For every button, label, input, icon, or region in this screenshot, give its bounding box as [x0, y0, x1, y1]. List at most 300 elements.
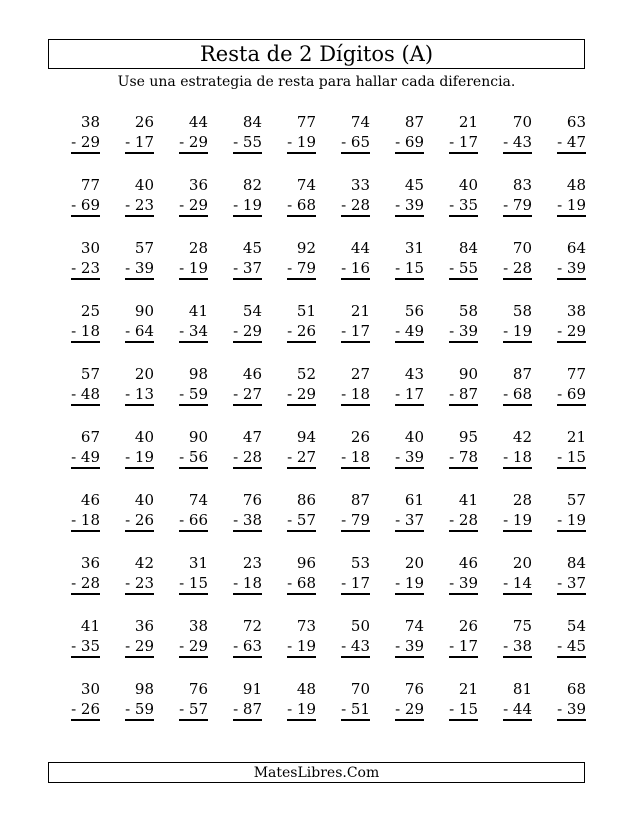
subtrahend: - 29 — [71, 132, 100, 154]
subtraction-problem — [318, 175, 372, 238]
minuend: 36 — [80, 554, 100, 572]
minuend: 48 — [566, 176, 586, 194]
minuend: 36 — [188, 176, 208, 194]
subtrahend: - 29 — [287, 384, 316, 406]
subtrahend: - 87 — [449, 384, 478, 406]
subtrahend: - 59 — [125, 699, 154, 721]
minuend: 48 — [296, 680, 316, 698]
minuend: 57 — [134, 239, 154, 257]
subtraction-problem — [156, 175, 210, 238]
subtraction-problem — [156, 616, 210, 679]
subtraction-problem — [156, 238, 210, 301]
minuend: 41 — [458, 491, 478, 509]
subtrahend: - 19 — [125, 447, 154, 469]
subtrahend: - 19 — [179, 258, 208, 280]
minuend: 76 — [404, 680, 424, 698]
subtrahend: - 69 — [71, 195, 100, 217]
problem-row — [48, 490, 588, 553]
subtraction-problem — [318, 490, 372, 553]
minuend: 57 — [566, 491, 586, 509]
subtrahend: - 18 — [503, 447, 532, 469]
subtrahend: - 34 — [179, 321, 208, 343]
minuend: 23 — [242, 554, 262, 572]
minuend: 76 — [242, 491, 262, 509]
minuend: 54 — [566, 617, 586, 635]
subtraction-problem — [156, 553, 210, 616]
minuend: 84 — [242, 113, 262, 131]
minuend: 77 — [566, 365, 586, 383]
subtraction-problem — [426, 427, 480, 490]
minuend: 54 — [242, 302, 262, 320]
subtraction-problem — [534, 490, 588, 553]
subtrahend: - 57 — [179, 699, 208, 721]
minuend: 46 — [80, 491, 100, 509]
subtraction-problem — [264, 175, 318, 238]
minuend: 81 — [512, 680, 532, 698]
minuend: 52 — [296, 365, 316, 383]
minuend: 28 — [188, 239, 208, 257]
subtraction-problem — [534, 175, 588, 238]
subtraction-problem — [102, 427, 156, 490]
minuend: 75 — [512, 617, 532, 635]
subtrahend: - 26 — [125, 510, 154, 532]
subtraction-problem — [264, 238, 318, 301]
problem-row — [48, 553, 588, 616]
subtrahend: - 69 — [557, 384, 586, 406]
subtraction-problem — [426, 112, 480, 175]
subtrahend: - 18 — [341, 447, 370, 469]
minuend: 73 — [296, 617, 316, 635]
subtraction-problem — [318, 679, 372, 742]
subtraction-problem — [534, 301, 588, 364]
minuend: 70 — [350, 680, 370, 698]
subtraction-problem — [102, 301, 156, 364]
subtrahend: - 26 — [287, 321, 316, 343]
subtraction-problem — [264, 112, 318, 175]
minuend: 46 — [458, 554, 478, 572]
minuend: 44 — [188, 113, 208, 131]
subtraction-problem — [102, 616, 156, 679]
footer-site-name: MatesLibres.Com — [48, 762, 585, 783]
subtrahend: - 63 — [233, 636, 262, 658]
subtrahend: - 17 — [395, 384, 424, 406]
subtraction-problem — [264, 616, 318, 679]
subtrahend: - 17 — [125, 132, 154, 154]
subtrahend: - 15 — [449, 699, 478, 721]
subtrahend: - 29 — [233, 321, 262, 343]
subtrahend: - 79 — [341, 510, 370, 532]
subtraction-problem — [156, 112, 210, 175]
subtrahend: - 66 — [179, 510, 208, 532]
subtrahend: - 39 — [557, 258, 586, 280]
subtraction-problem — [480, 301, 534, 364]
minuend: 57 — [80, 365, 100, 383]
subtraction-problem — [480, 679, 534, 742]
minuend: 31 — [404, 239, 424, 257]
subtrahend: - 13 — [125, 384, 154, 406]
minuend: 61 — [404, 491, 424, 509]
minuend: 90 — [188, 428, 208, 446]
subtraction-problem — [372, 427, 426, 490]
subtraction-problem — [264, 364, 318, 427]
subtrahend: - 26 — [71, 699, 100, 721]
minuend: 36 — [134, 617, 154, 635]
subtrahend: - 57 — [287, 510, 316, 532]
minuend: 38 — [566, 302, 586, 320]
subtraction-problem — [48, 364, 102, 427]
subtrahend: - 16 — [341, 258, 370, 280]
subtraction-problem — [48, 427, 102, 490]
subtrahend: - 29 — [557, 321, 586, 343]
subtraction-problem — [102, 238, 156, 301]
minuend: 84 — [566, 554, 586, 572]
minuend: 91 — [242, 680, 262, 698]
minuend: 63 — [566, 113, 586, 131]
subtraction-problem — [210, 112, 264, 175]
minuend: 87 — [404, 113, 424, 131]
subtrahend: - 47 — [557, 132, 586, 154]
subtraction-problem — [48, 553, 102, 616]
subtrahend: - 15 — [179, 573, 208, 595]
subtrahend: - 18 — [341, 384, 370, 406]
subtraction-problem — [102, 364, 156, 427]
minuend: 45 — [404, 176, 424, 194]
subtraction-problem — [156, 364, 210, 427]
subtraction-problem — [210, 490, 264, 553]
minuend: 45 — [242, 239, 262, 257]
subtraction-problem — [156, 427, 210, 490]
subtrahend: - 19 — [287, 636, 316, 658]
minuend: 26 — [458, 617, 478, 635]
subtrahend: - 28 — [449, 510, 478, 532]
subtrahend: - 49 — [395, 321, 424, 343]
subtrahend: - 38 — [503, 636, 532, 658]
subtraction-problem — [372, 112, 426, 175]
minuend: 21 — [458, 680, 478, 698]
subtraction-problem — [102, 490, 156, 553]
subtraction-problem — [102, 679, 156, 742]
subtraction-problem — [534, 112, 588, 175]
subtraction-problem — [210, 553, 264, 616]
minuend: 77 — [296, 113, 316, 131]
subtraction-problem — [264, 427, 318, 490]
subtrahend: - 39 — [395, 636, 424, 658]
minuend: 87 — [512, 365, 532, 383]
subtraction-problem — [318, 238, 372, 301]
subtrahend: - 19 — [395, 573, 424, 595]
subtrahend: - 23 — [71, 258, 100, 280]
subtrahend: - 37 — [395, 510, 424, 532]
subtrahend: - 19 — [503, 321, 532, 343]
minuend: 96 — [296, 554, 316, 572]
subtrahend: - 37 — [233, 258, 262, 280]
subtraction-problem — [372, 679, 426, 742]
problem-row — [48, 238, 588, 301]
minuend: 51 — [296, 302, 316, 320]
subtrahend: - 37 — [557, 573, 586, 595]
subtrahend: - 68 — [503, 384, 532, 406]
subtraction-problem — [426, 175, 480, 238]
minuend: 42 — [512, 428, 532, 446]
subtrahend: - 68 — [287, 195, 316, 217]
minuend: 30 — [80, 680, 100, 698]
subtraction-problem — [534, 427, 588, 490]
subtraction-problem — [534, 364, 588, 427]
subtrahend: - 28 — [341, 195, 370, 217]
subtraction-problem — [210, 301, 264, 364]
minuend: 40 — [458, 176, 478, 194]
minuend: 76 — [188, 680, 208, 698]
subtraction-problem — [372, 301, 426, 364]
problem-row — [48, 112, 588, 175]
subtraction-problem — [480, 112, 534, 175]
subtrahend: - 28 — [71, 573, 100, 595]
minuend: 21 — [458, 113, 478, 131]
subtraction-problem — [102, 553, 156, 616]
subtraction-problem — [156, 301, 210, 364]
subtrahend: - 23 — [125, 195, 154, 217]
subtrahend: - 23 — [125, 573, 154, 595]
subtrahend: - 15 — [395, 258, 424, 280]
subtrahend: - 19 — [233, 195, 262, 217]
subtrahend: - 28 — [503, 258, 532, 280]
minuend: 27 — [350, 365, 370, 383]
problem-row — [48, 427, 588, 490]
minuend: 98 — [188, 365, 208, 383]
worksheet-title: Resta de 2 Dígitos (A) — [48, 39, 585, 69]
minuend: 70 — [512, 113, 532, 131]
subtrahend: - 17 — [449, 636, 478, 658]
minuend: 56 — [404, 302, 424, 320]
minuend: 31 — [188, 554, 208, 572]
minuend: 33 — [350, 176, 370, 194]
problem-grid — [48, 112, 588, 742]
subtraction-problem — [426, 364, 480, 427]
subtrahend: - 27 — [287, 447, 316, 469]
minuend: 98 — [134, 680, 154, 698]
subtraction-problem — [534, 238, 588, 301]
subtrahend: - 64 — [125, 321, 154, 343]
subtrahend: - 39 — [395, 447, 424, 469]
minuend: 25 — [80, 302, 100, 320]
subtrahend: - 29 — [179, 132, 208, 154]
minuend: 83 — [512, 176, 532, 194]
subtrahend: - 19 — [503, 510, 532, 532]
subtrahend: - 18 — [71, 510, 100, 532]
subtraction-problem — [156, 679, 210, 742]
subtrahend: - 68 — [287, 573, 316, 595]
subtraction-problem — [264, 301, 318, 364]
subtraction-problem — [48, 490, 102, 553]
subtrahend: - 17 — [449, 132, 478, 154]
minuend: 40 — [134, 176, 154, 194]
subtrahend: - 79 — [287, 258, 316, 280]
minuend: 47 — [242, 428, 262, 446]
subtraction-problem — [426, 490, 480, 553]
subtrahend: - 15 — [557, 447, 586, 469]
subtraction-problem — [210, 175, 264, 238]
subtraction-problem — [102, 175, 156, 238]
subtrahend: - 69 — [395, 132, 424, 154]
subtrahend: - 28 — [233, 447, 262, 469]
minuend: 50 — [350, 617, 370, 635]
minuend: 68 — [566, 680, 586, 698]
minuend: 58 — [458, 302, 478, 320]
minuend: 41 — [80, 617, 100, 635]
subtrahend: - 43 — [341, 636, 370, 658]
subtrahend: - 51 — [341, 699, 370, 721]
subtraction-problem — [210, 238, 264, 301]
subtraction-problem — [534, 616, 588, 679]
subtrahend: - 29 — [179, 195, 208, 217]
minuend: 21 — [566, 428, 586, 446]
minuend: 38 — [188, 617, 208, 635]
minuend: 20 — [404, 554, 424, 572]
minuend: 43 — [404, 365, 424, 383]
subtrahend: - 79 — [503, 195, 532, 217]
subtraction-problem — [210, 616, 264, 679]
subtrahend: - 17 — [341, 573, 370, 595]
minuend: 30 — [80, 239, 100, 257]
subtrahend: - 48 — [71, 384, 100, 406]
minuend: 38 — [80, 113, 100, 131]
subtraction-problem — [480, 490, 534, 553]
subtraction-problem — [48, 238, 102, 301]
subtrahend: - 19 — [287, 132, 316, 154]
subtrahend: - 27 — [233, 384, 262, 406]
minuend: 28 — [512, 491, 532, 509]
problem-row — [48, 616, 588, 679]
subtraction-problem — [372, 490, 426, 553]
subtraction-problem — [480, 364, 534, 427]
subtrahend: - 56 — [179, 447, 208, 469]
subtraction-problem — [372, 238, 426, 301]
minuend: 21 — [350, 302, 370, 320]
subtraction-problem — [156, 490, 210, 553]
problem-row — [48, 364, 588, 427]
subtrahend: - 29 — [395, 699, 424, 721]
subtraction-problem — [318, 364, 372, 427]
subtraction-problem — [372, 553, 426, 616]
subtraction-problem — [426, 238, 480, 301]
minuend: 87 — [350, 491, 370, 509]
problem-row — [48, 679, 588, 742]
minuend: 41 — [188, 302, 208, 320]
subtraction-problem — [372, 175, 426, 238]
subtraction-problem — [48, 175, 102, 238]
minuend: 46 — [242, 365, 262, 383]
subtraction-problem — [102, 112, 156, 175]
subtrahend: - 39 — [557, 699, 586, 721]
subtrahend: - 45 — [557, 636, 586, 658]
subtraction-problem — [372, 616, 426, 679]
worksheet-instructions: Use una estrategia de resta para hallar cada diferencia. — [117, 74, 516, 90]
minuend: 20 — [512, 554, 532, 572]
subtrahend: - 17 — [341, 321, 370, 343]
minuend: 26 — [350, 428, 370, 446]
subtrahend: - 39 — [125, 258, 154, 280]
minuend: 82 — [242, 176, 262, 194]
subtraction-problem — [210, 679, 264, 742]
problem-row — [48, 301, 588, 364]
subtrahend: - 39 — [449, 321, 478, 343]
subtraction-problem — [264, 553, 318, 616]
subtraction-problem — [318, 427, 372, 490]
subtraction-problem — [426, 679, 480, 742]
minuend: 44 — [350, 239, 370, 257]
minuend: 64 — [566, 239, 586, 257]
subtrahend: - 39 — [449, 573, 478, 595]
minuend: 20 — [134, 365, 154, 383]
subtraction-problem — [210, 364, 264, 427]
subtrahend: - 59 — [179, 384, 208, 406]
subtrahend: - 35 — [449, 195, 478, 217]
subtrahend: - 29 — [179, 636, 208, 658]
subtraction-problem — [318, 553, 372, 616]
minuend: 74 — [350, 113, 370, 131]
subtraction-problem — [426, 553, 480, 616]
minuend: 92 — [296, 239, 316, 257]
subtraction-problem — [318, 112, 372, 175]
subtraction-problem — [48, 112, 102, 175]
subtrahend: - 65 — [341, 132, 370, 154]
subtrahend: - 19 — [287, 699, 316, 721]
subtraction-problem — [480, 175, 534, 238]
minuend: 67 — [80, 428, 100, 446]
subtraction-problem — [48, 301, 102, 364]
minuend: 40 — [134, 491, 154, 509]
subtrahend: - 44 — [503, 699, 532, 721]
subtrahend: - 55 — [233, 132, 262, 154]
subtrahend: - 35 — [71, 636, 100, 658]
minuend: 94 — [296, 428, 316, 446]
subtraction-problem — [48, 679, 102, 742]
subtrahend: - 19 — [557, 510, 586, 532]
subtrahend: - 87 — [233, 699, 262, 721]
minuend: 40 — [134, 428, 154, 446]
subtrahend: - 14 — [503, 573, 532, 595]
subtrahend: - 78 — [449, 447, 478, 469]
minuend: 84 — [458, 239, 478, 257]
subtraction-problem — [318, 301, 372, 364]
minuend: 77 — [80, 176, 100, 194]
subtraction-problem — [426, 616, 480, 679]
minuend: 90 — [458, 365, 478, 383]
subtraction-problem — [426, 301, 480, 364]
subtraction-problem — [534, 679, 588, 742]
subtrahend: - 39 — [395, 195, 424, 217]
minuend: 74 — [296, 176, 316, 194]
subtrahend: - 49 — [71, 447, 100, 469]
minuend: 72 — [242, 617, 262, 635]
subtraction-problem — [480, 238, 534, 301]
problem-row — [48, 175, 588, 238]
subtrahend: - 43 — [503, 132, 532, 154]
subtrahend: - 38 — [233, 510, 262, 532]
minuend: 86 — [296, 491, 316, 509]
minuend: 42 — [134, 554, 154, 572]
subtrahend: - 18 — [233, 573, 262, 595]
subtrahend: - 18 — [71, 321, 100, 343]
minuend: 58 — [512, 302, 532, 320]
subtraction-problem — [480, 553, 534, 616]
minuend: 90 — [134, 302, 154, 320]
subtrahend: - 55 — [449, 258, 478, 280]
minuend: 70 — [512, 239, 532, 257]
subtrahend: - 19 — [557, 195, 586, 217]
subtrahend: - 29 — [125, 636, 154, 658]
subtraction-problem — [264, 679, 318, 742]
